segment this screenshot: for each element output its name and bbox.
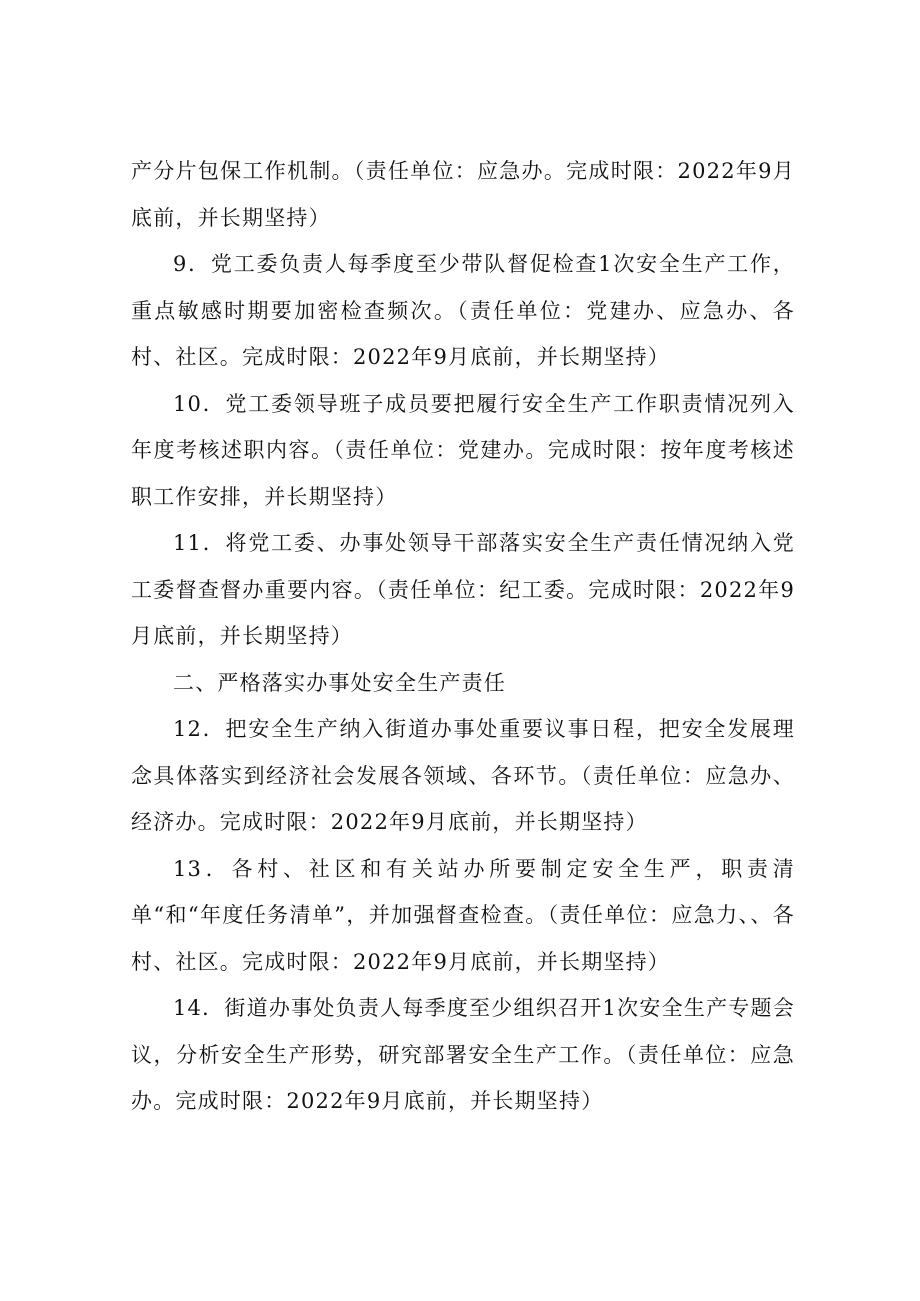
list-item-10: 10．党工委领导班子成员要把履行安全生产工作职责情况列入年度考核述职内容。（责任单位：党建办。完成时限：按年度考核述职工作安排，并长期坚持） [131,391,795,509]
document-body [131,148,795,1125]
list-item-12: 12．把安全生产纳入街道办事处重要议事日程，把安全发展理念具体落实到经济社会发展各领域、各环节。（责任单位：应急办、经济办。完成时限：2022年9月底前，并长期坚持） [131,717,795,834]
list-item-9: 9．党工委负责人每季度至少带队督促检查1次安全生产工作，重点敏感时期要加密检查频次。（责任单位：党建办、应急办、各村、社区。完成时限：2022年9月底前，并长期坚持） [131,252,795,369]
section-heading-2: 二、严格落实办事处安全生产责任 [173,670,506,695]
list-item-13: 13．各村、社区和有关站办所要制定安全生严，职责清单“和“年度任务清单”，并加强督查检查。（责任单位：应急力、、各村、社区。完成时限：2022年9月底前，并长期坚持） [131,856,795,974]
list-item-11: 11．将党工委、办事处领导干部落实安全生产责任情况纳入党工委督查督办重要内容。（责任单位：纪工委。完成时限：2022年9月底前，并长期坚持） [131,531,795,648]
paragraph-continued: 产分片包保工作机制。（责任单位：应急办。完成时限：2022年9月底前，并长期坚持） [131,159,795,230]
list-item-14: 14．街道办事处负责人每季度至少组织召开1次安全生产专题会议，分析安全生产形势，研究部署安全生产工作。（责任单位：应急办。完成时限：2022年9月底前，并长期坚持） [131,996,795,1113]
